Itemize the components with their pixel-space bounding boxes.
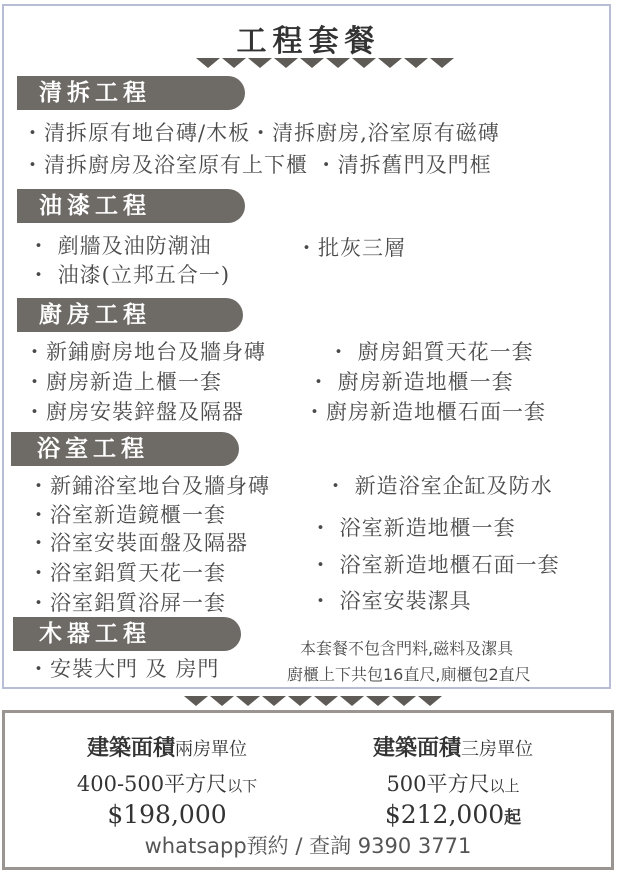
area-label: 建築面積 [86,736,175,761]
section-header-painting: 油漆工程 [17,189,245,223]
pricing-box [2,710,614,870]
list-item: ・廚房安裝鋅盤及隔器 [24,400,244,424]
list-item: ・浴室鋁質浴屏一套 [28,591,226,615]
price: $212,000 [384,800,505,829]
section-header-bathroom: 浴室工程 [11,432,239,466]
cabinet-note: 廚櫃上下共包16直尺,廁櫃包2直尺 [287,665,531,684]
unit-type: 兩房單位 [175,739,247,760]
size-suffix: 以下 [227,777,258,795]
list-item: ・清拆原有地台磚/木板・清拆廚房,浴室原有磁磚 [22,121,500,145]
list-item: ・浴室安裝面盤及隔器 [28,531,248,555]
list-item: ・ 油漆(立邦五合一) [28,263,231,287]
list-item: ・浴室鋁質天花一套 [28,561,226,585]
list-item: ・新鋪浴室地台及牆身磚 [28,474,270,498]
section-header-woodwork: 木器工程 [13,617,241,651]
section-header-kitchen: 廚房工程 [17,298,243,332]
list-item: ・ 廚房新造地櫃一套 [308,370,514,394]
section-header-demolition: 清拆工程 [17,76,245,110]
unit-type: 三房單位 [461,739,533,760]
list-item: ・ 浴室安裝潔具 [310,589,472,613]
contact-line[interactable]: whatsapp預約 / 查詢 9390 3771 [144,834,472,858]
area-label: 建築面積 [372,736,461,761]
list-item: ・廚房新造地櫃石面一套 [304,400,546,424]
list-item: ・廚房新造上櫃一套 [24,370,222,394]
list-item: ・浴室新造鏡櫃一套 [28,503,226,527]
list-item: ・ 剷牆及油防潮油 [28,234,212,258]
package-two-room [27,731,307,829]
list-item: ・安裝大門 及 房門 [28,657,220,681]
list-item: ・批灰三層 [296,236,406,260]
size-suffix: 以上 [489,777,520,795]
list-item: ・ 廚房鋁質天花一套 [328,340,534,364]
list-item: ・ 浴室新造地櫃一套 [310,516,516,540]
size-range: 400-500平方尺 [76,772,228,796]
bottom-triangle-divider [184,696,442,706]
list-item: ・清拆廚房及浴室原有上下櫃 ・清拆舊門及門框 [22,153,492,177]
list-item: ・ 新造浴室企缸及防水 [325,474,553,498]
package-three-room [313,731,593,829]
exclusion-note: 本套餐不包含門料,磁料及潔具 [300,639,514,658]
price-suffix: 起 [504,808,522,828]
list-item: ・新鋪廚房地台及牆身磚 [24,340,266,364]
list-item: ・ 浴室新造地櫃石面一套 [310,553,560,577]
price: $198,000 [107,800,227,829]
page-title: 工程套餐 [236,24,381,59]
size-range: 500平方尺 [386,772,490,796]
title-triangle-divider [196,58,454,68]
